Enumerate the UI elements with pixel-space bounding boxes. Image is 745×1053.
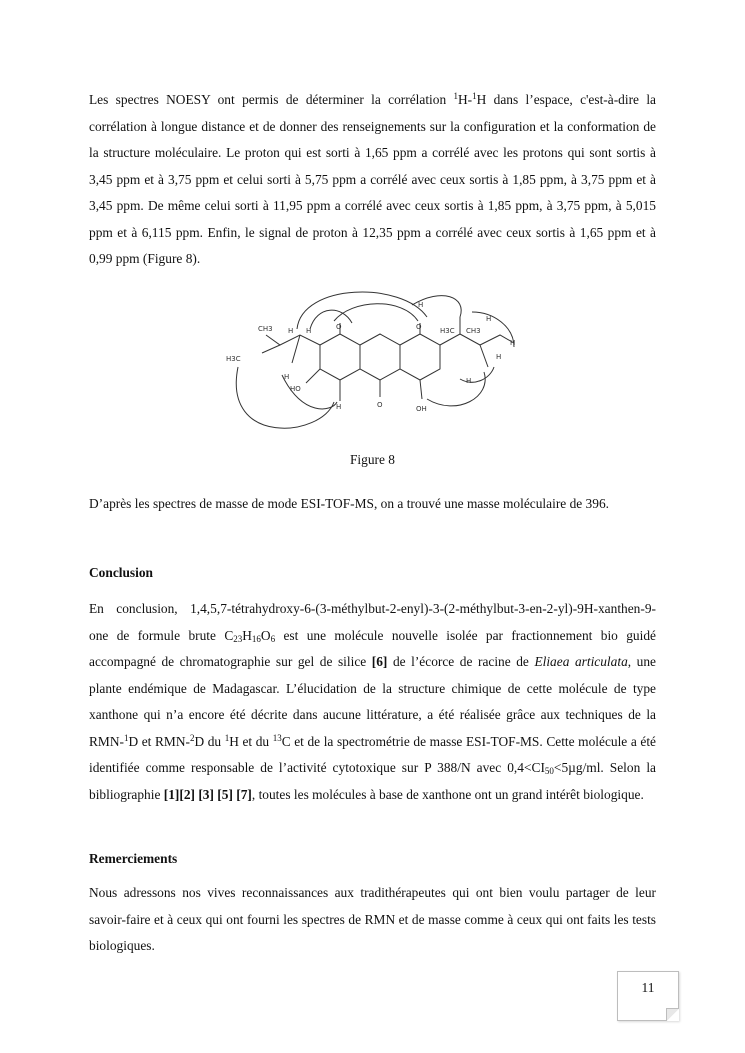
label-o-keto: O <box>377 401 383 409</box>
label-h: H <box>418 301 424 309</box>
label-o: O <box>416 323 422 331</box>
subscript: 23 <box>233 633 243 644</box>
page-number-box <box>617 971 679 1021</box>
label-oh: OH <box>416 405 427 413</box>
label-h: H <box>510 339 516 347</box>
superscript: 1 <box>453 91 458 101</box>
noesy-arc <box>427 372 485 406</box>
subscript: 50 <box>544 766 554 776</box>
text-run: de l’écorce de racine de <box>387 654 535 669</box>
prenyl-left <box>266 335 320 345</box>
label-ho: HO <box>290 385 301 393</box>
page-number: 11 <box>641 980 655 995</box>
text-run: En conclusion, 1,4,5,7-tétrahydroxy-6-(3-méthylbut-2-enyl)-3-(2-méthylbut-3-en-2-yl)-9H-xanthen-9-one de formule brute C <box>89 601 656 643</box>
label-h: H <box>336 403 342 411</box>
text-run: H dans l’espace, c'est-à-dire la corrélation à longue distance et de donner des renseignements sur la configuration et la conformation de la structure moléculaire. Le proton qui est sorti à 1,65 ppm a corrélé avec les protons qui sont sortis à 3,45 ppm et à 3,75 ppm et celui sorti à 5,75 ppm a corrélé avec ceux sortis à 1,85 ppm, à 3,75 ppm et à 3,45 ppm. De même celui sorti à 11,95 ppm a corrélé avec ceux sortis à 1,85 ppm, à 3,75 ppm, à 5,015 ppm et à 6,115 ppm. Enfin, le signal de proton à 12,35 ppm a corrélé avec ceux sortis à 1,65 ppm et à 0,99 ppm (Figure 8). <box>89 92 656 266</box>
text-run: O <box>260 627 271 643</box>
label-ch3-left: CH3 <box>258 325 273 333</box>
label-h: H <box>284 373 290 381</box>
subscript: 6 <box>270 633 276 644</box>
paragraph-conclusion <box>89 596 656 808</box>
superscript: 1 <box>224 732 230 743</box>
superscript: 13 <box>272 732 282 743</box>
ring-center <box>360 334 400 380</box>
label-h3c-left: H3C <box>226 355 241 363</box>
noesy-arc <box>297 292 427 329</box>
text-run: <5µg/ml. Selon la bibliographie <box>89 760 656 802</box>
noesy-arc <box>334 304 418 321</box>
text-run: Les spectres NOESY ont permis de déterminer la corrélation <box>89 92 454 107</box>
subscript: 16 <box>251 633 261 644</box>
label-ch3-right: CH3 <box>466 327 481 335</box>
text-run: , une plante endémique de Madagascar. L’élucidation de la structure chimique de cette molécule de type xanthone qui n’a encore été décrite dans aucune littérature, a été réalisée grâce aux techniques de la RMN- <box>89 654 656 749</box>
label-h: H <box>496 353 502 361</box>
text-run: H et du <box>229 733 273 749</box>
species-name: Eliaea articulata <box>534 654 628 669</box>
superscript: 2 <box>189 732 195 743</box>
superscript: 1 <box>472 91 477 101</box>
text-run: est une molécule nouvelle isolée par fractionnement bio guidé accompagné de chromatographie sur gel de silice <box>89 627 656 669</box>
noesy-structure-figure <box>222 287 527 435</box>
remerciements-heading: Remerciements <box>89 851 178 866</box>
paragraph-noesy <box>89 87 656 273</box>
text-run: H- <box>458 92 473 107</box>
figure-caption: Figure 8 <box>349 452 395 467</box>
label-h: H <box>288 327 294 335</box>
label-h: H <box>466 377 472 385</box>
ring-left <box>320 334 360 380</box>
citation: [6] <box>371 654 388 669</box>
text-run: D du <box>194 733 225 749</box>
ring-right <box>400 334 440 380</box>
superscript: 1 <box>123 732 129 743</box>
citation: [1][2] [3] [5] [7] <box>163 786 252 802</box>
noesy-arc <box>310 310 352 329</box>
text-run: C et de la spectrométrie de masse ESI-TOF-MS. Cette molécule a été identifiée comme responsable de l’activité cytotoxique sur P 388/N avec 0,4<CI <box>89 733 656 775</box>
paragraph-remerciements: Nous adressons nos vives reconnaissances aux tradithérapeutes qui ont bien voulu partager de leur savoir-faire et à ceux qui ont fourni les spectres de RMN et de masse comme à ceux qui ont faits les tests biologiques. <box>89 885 656 953</box>
label-h: H <box>306 327 312 335</box>
label-h3c-right: H3C <box>440 327 455 335</box>
text-run: D et RMN- <box>128 733 190 749</box>
paragraph-mass-spec: D’après les spectres de masse de mode ESI-TOF-MS, on a trouvé une masse moléculaire de 396. <box>89 496 609 511</box>
text-run: H <box>242 627 252 643</box>
label-h: H <box>486 315 492 323</box>
conclusion-heading: Conclusion <box>89 565 153 580</box>
text-run: , toutes les molécules à base de xanthone ont un grand intérêt biologique. <box>251 786 644 802</box>
page-curl <box>666 1008 679 1021</box>
label-o: O <box>336 323 342 331</box>
side-chain-right <box>440 334 514 345</box>
